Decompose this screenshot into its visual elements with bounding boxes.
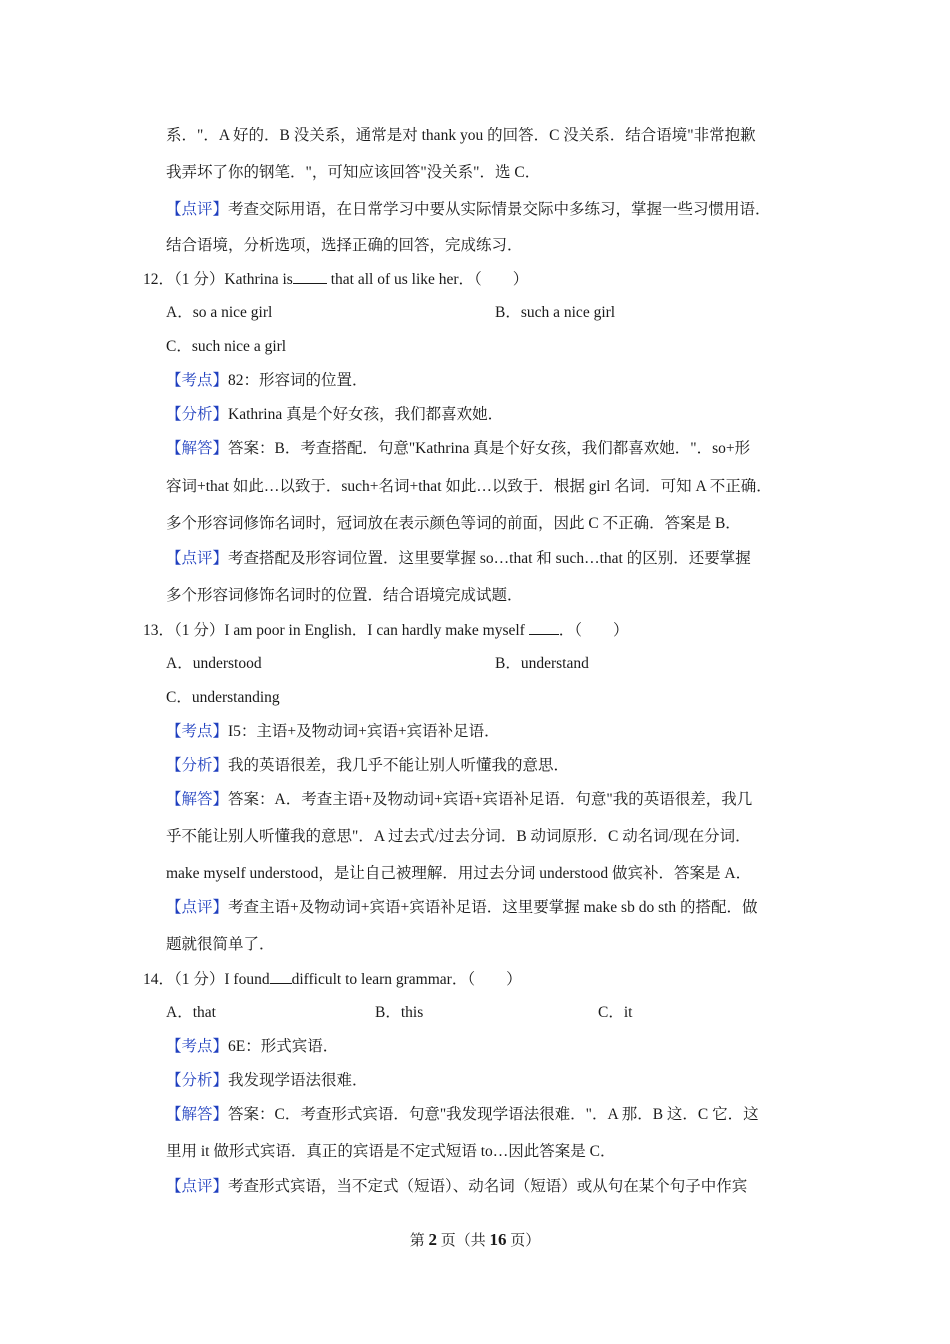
dianping-tag: 【点评】: [166, 899, 229, 916]
fenxi-line: 【分析】我发现学语法很难．: [166, 1072, 368, 1089]
option-b: B．understand: [495, 655, 589, 672]
text-line: 里用 it 做形式宾语．真正的宾语是不定式短语 to…因此答案是 C．: [166, 1143, 616, 1160]
jieda-tag: 【解答】: [166, 1106, 229, 1123]
jieda-line: 【解答】答案：B．考查搭配．句意"Kathrina 真是个好女孩，我们都喜欢她．"．so+形: [166, 440, 751, 457]
text-line: 容词+that 如此…以致于．such+名词+that 如此…以致于．根据 girl 名词．可知 A 不正确．: [166, 478, 772, 495]
fenxi-line: 【分析】Kathrina 真是个好女孩，我们都喜欢她．: [166, 406, 504, 423]
fenxi-tag: 【分析】: [166, 406, 229, 423]
kaodian-line: 【考点】6E：形式宾语．: [166, 1038, 339, 1055]
page-total: 16: [489, 1230, 507, 1249]
text-line: 结合语境，分析选项，选择正确的回答，完成练习．: [166, 237, 523, 254]
option-c: C．understanding: [166, 689, 280, 706]
review-tag: 【点评】: [166, 201, 229, 218]
text-line: 题就很简单了．: [166, 936, 275, 953]
text-line: make myself understood，是让自己被理解．用过去分词 understood 做宾补．答案是 A．: [166, 865, 752, 882]
text-line: 乎不能让别人听懂我的意思"．A 过去式/过去分词．B 动词原形．C 动名词/现在分词．: [166, 828, 751, 845]
dianping-tag: 【点评】: [166, 550, 229, 567]
option-b: B．such a nice girl: [495, 304, 616, 321]
option-c: C．such nice a girl: [166, 338, 287, 355]
jieda-tag: 【解答】: [166, 440, 229, 457]
option-b: B．this: [375, 1004, 424, 1021]
question-12-stem: 12．（1 分）Kathrina is that all of us like her．（ ）: [143, 271, 529, 288]
kaodian-line: 【考点】I5：主语+及物动词+宾语+宾语补足语．: [166, 723, 500, 740]
option-a: A．so a nice girl: [166, 304, 273, 321]
jieda-line: 【解答】答案：A．考查主语+及物动词+宾语+宾语补足语．句意"我的英语很差，我几: [166, 791, 753, 808]
option-a: A．that: [166, 1004, 216, 1021]
page-footer: 第 2 页（共 16 页）: [409, 1230, 541, 1249]
fenxi-tag: 【分析】: [166, 1072, 229, 1089]
jieda-tag: 【解答】: [166, 791, 229, 808]
text-line: 多个形容词修饰名词时的位置．结合语境完成试题．: [166, 587, 523, 604]
option-c: C．it: [598, 1004, 633, 1021]
dianping-line: 【点评】考查形式宾语，当不定式（短语）、动名词（短语）或从句在某个句子中作宾: [166, 1178, 748, 1195]
kaodian-line: 【考点】82：形容词的位置．: [166, 372, 368, 389]
kaodian-tag: 【考点】: [166, 723, 229, 740]
kaodian-tag: 【考点】: [166, 372, 229, 389]
option-a: A．understood: [166, 655, 262, 672]
dianping-line: 【点评】考查搭配及形容词位置．这里要掌握 so…that 和 such…that 的区别．还要掌握: [166, 550, 751, 567]
dianping-tag: 【点评】: [166, 1178, 229, 1195]
answer-blank: [529, 620, 559, 635]
dianping-line: 【点评】考查主语+及物动词+宾语+宾语补足语．这里要掌握 make sb do sth 的搭配．做: [166, 899, 758, 916]
question-13-stem: 13．（1 分）I am poor in English．I can hardly make myself ．（ ）: [143, 622, 629, 639]
review-line: 【点评】考查交际用语，在日常学习中要从实际情景交际中多练习，掌握一些习惯用语．: [166, 201, 771, 218]
fenxi-line: 【分析】我的英语很差，我几乎不能让别人听懂我的意思．: [166, 757, 570, 774]
fenxi-tag: 【分析】: [166, 757, 229, 774]
jieda-line: 【解答】答案：C．考查形式宾语．句意"我发现学语法很难．"．A 那．B 这．C 它．这: [166, 1106, 759, 1123]
question-14-stem: 14．（1 分）I found difficult to learn grammar．（ ）: [143, 971, 522, 988]
answer-blank: [270, 969, 292, 984]
text-line: 多个形容词修饰名词时，冠词放在表示颜色等词的前面，因此 C 不正确．答案是 B．: [166, 515, 741, 532]
answer-blank: [293, 269, 327, 284]
text-line: 系．"．A 好的．B 没关系，通常是对 thank you 的回答．C 没关系．结合语境"非常抱歉: [166, 127, 756, 144]
page-number: 2: [428, 1230, 437, 1249]
kaodian-tag: 【考点】: [166, 1038, 229, 1055]
text-line: 我弄坏了你的钢笔．"，可知应该回答"没关系"．选 C．: [166, 164, 541, 181]
